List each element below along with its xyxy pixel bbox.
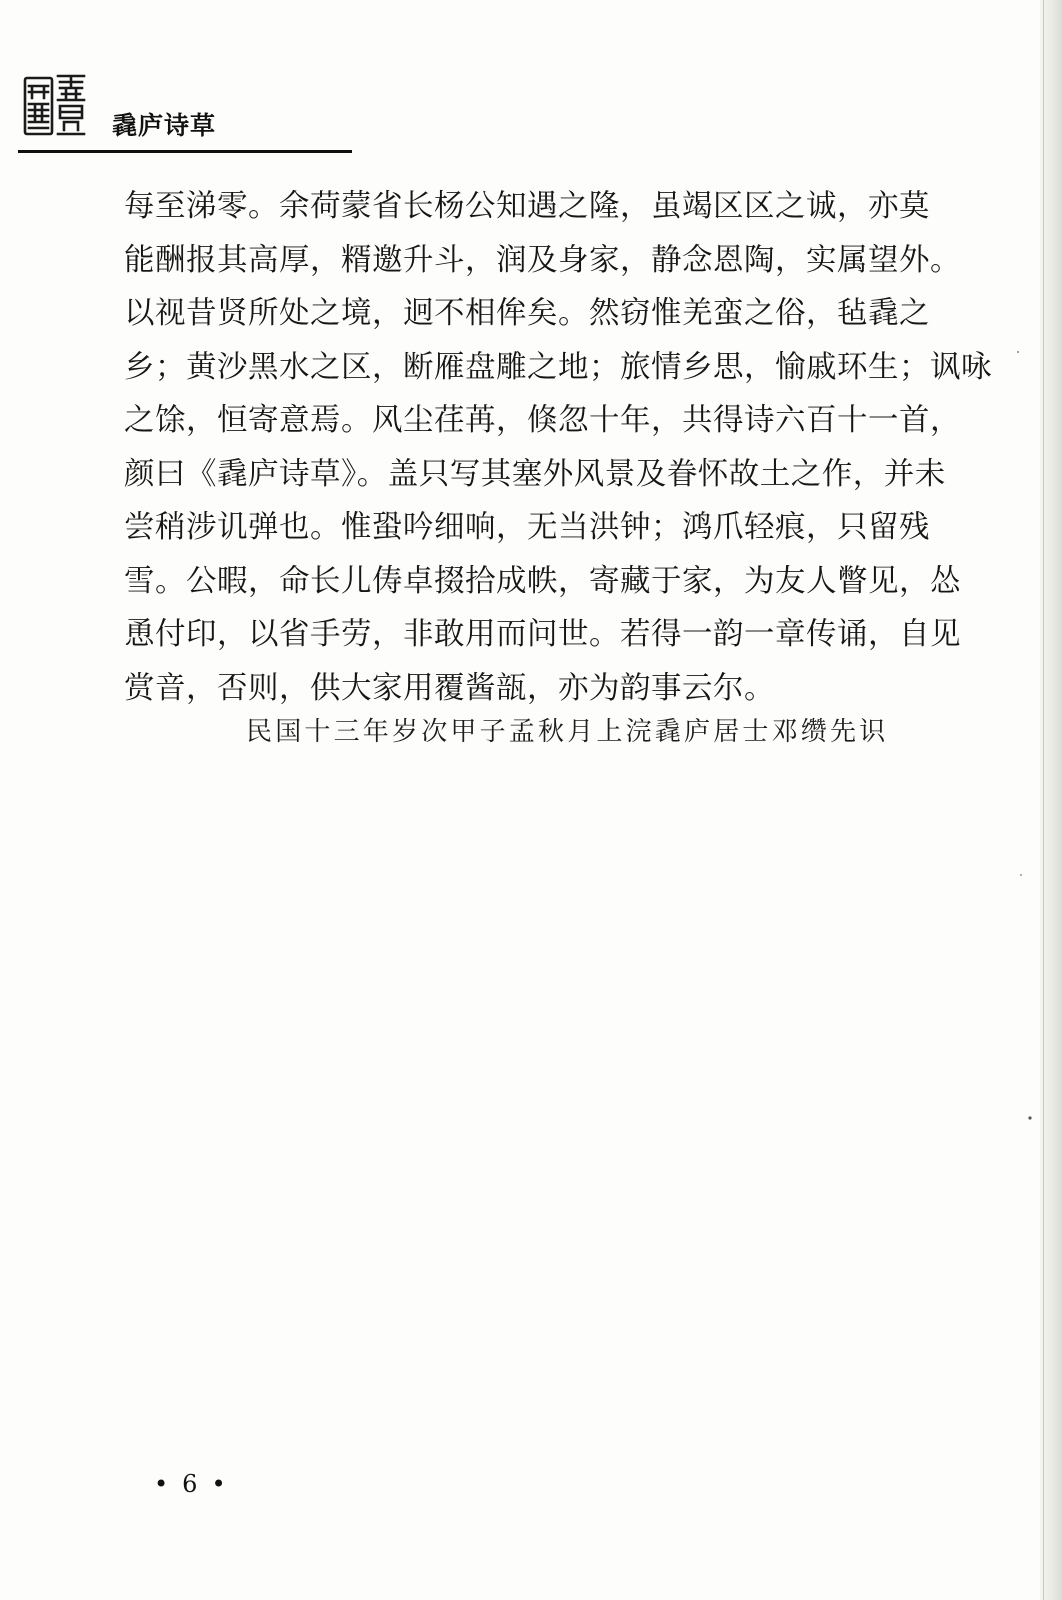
text-line: 能酬报其高厚，糈邀升斗，润及身家，静念恩陶，实属望外。: [124, 242, 961, 278]
text-line: 颜曰《毳庐诗草》。盖只写其塞外风景及眷怀故土之作，并未: [124, 456, 946, 492]
page-number-value: 6: [182, 1470, 198, 1498]
text-line: 每至涕零。余荷蒙省长杨公知遇之隆，虽竭区区之诚，亦莫: [124, 189, 930, 224]
text-line: 恿付印，以省手劳，非敢用而问世。若得一韵一章传诵，自见: [124, 617, 961, 652]
header-rule: [18, 150, 352, 153]
text-line: 之馀，恒寄意焉。风尘荏苒，倏忽十年，共得诗六百十一首，: [124, 403, 961, 438]
text-line: 乡；黄沙黑水之区，断雁盘雕之地；旅情乡思，愉戚环生；讽咏: [124, 349, 992, 385]
author-signature: 民国十三年岁次甲子孟秋月上浣毳庐居士邓缵先识: [246, 717, 889, 747]
seal-stamp-icon: [22, 72, 88, 138]
page-number-dot-left: •: [154, 1470, 169, 1498]
scan-edge-line: [1043, 0, 1044, 1600]
running-header-title: 毳庐诗草: [112, 111, 217, 140]
page-number: [140, 1470, 240, 1498]
page-number-dot-right: •: [211, 1470, 226, 1498]
text-line: 尝稍涉讥弹也。惟蛩吟细响，无当洪钟；鸿爪轻痕，只留残: [124, 510, 930, 545]
text-line: 雪。公暇，命长儿俦卓掇拾成帙，寄藏于家，为友人瞥见，怂: [124, 563, 961, 599]
text-line: 赏音，否则，供大家用覆酱瓿，亦为韵事云尔。: [124, 670, 775, 706]
body-text: [124, 180, 992, 715]
text-line: 以视昔贤所处之境，迥不相侔矣。然窃惟羌蛮之俗，毡毳之: [124, 296, 930, 331]
